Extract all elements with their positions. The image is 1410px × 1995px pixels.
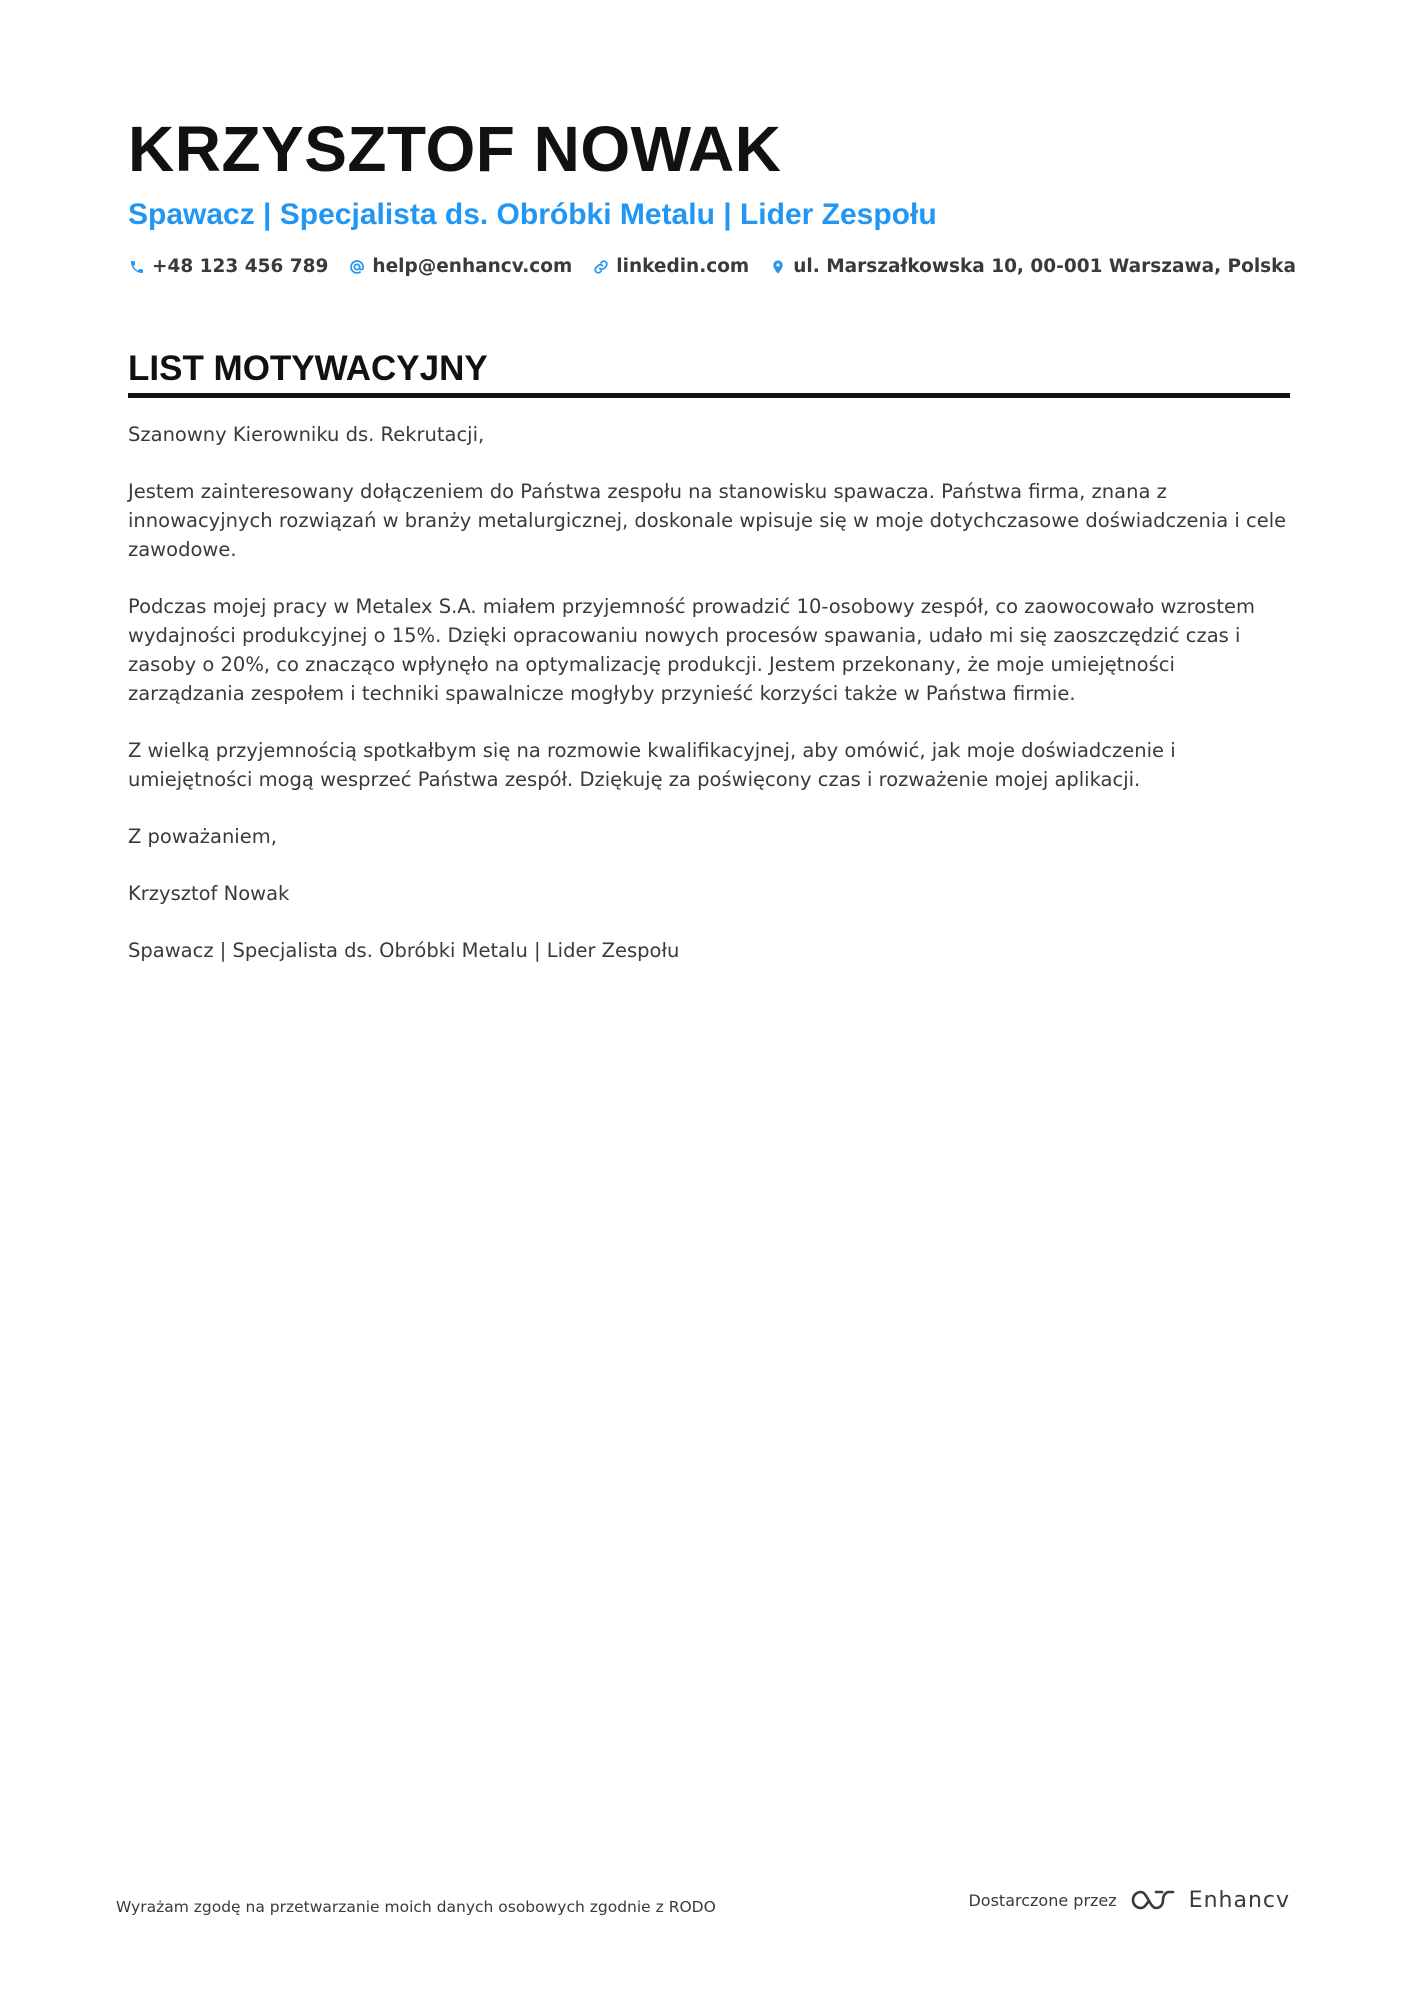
signature-name: Krzysztof Nowak [128, 882, 290, 905]
contact-email[interactable] [348, 256, 572, 277]
letter-paragraph: Z wielką przyjemnością spotkałbym się na rozmowie kwalifikacyjnej, aby omówić, jak moje doświadczenie i umiejętności mogą wesprzeć Państwa zespół. Dziękuję za poświęcony czas i rozważenie mojej aplikacji. [128, 739, 1176, 791]
letter-greeting: Szanowny Kierowniku ds. Rekrutacji, [128, 423, 485, 446]
contact-email-value: help@enhancv.com [372, 256, 573, 277]
contact-bar [128, 256, 1296, 277]
phone-icon [128, 258, 146, 276]
powered-by-label: Dostarczone przez [968, 1890, 1117, 1910]
at-icon [348, 258, 366, 276]
powered-by[interactable] [968, 1886, 1290, 1914]
section-title: LIST MOTYWACYJNY [128, 349, 1290, 398]
enhancv-logo-icon [1129, 1886, 1177, 1914]
applicant-headline: Spawacz | Specjalista ds. Obróbki Metalu | Lider Zespołu [128, 198, 937, 231]
letter-paragraph: Jestem zainteresowany dołączeniem do Państwa zespołu na stanowisku spawacza. Państwa firma, znana z innowacyjnych rozwiązań w branży metalurgicznej, doskonale wpisuje się w moje dotychczasowe doświadczenia i cele zawodowe. [128, 480, 1287, 561]
footer [0, 1886, 1410, 1926]
letter-body [128, 420, 1290, 965]
contact-phone[interactable] [128, 256, 328, 277]
contact-phone-value: +48 123 456 789 [152, 256, 329, 277]
applicant-name: KRZYSZTOF NOWAK [128, 113, 782, 185]
cover-letter-page [128, 112, 1296, 993]
link-icon [592, 258, 610, 276]
contact-linkedin[interactable] [592, 256, 749, 277]
contact-address [769, 256, 1296, 277]
signature-title: Spawacz | Specjalista ds. Obróbki Metalu | Lider Zespołu [128, 939, 680, 962]
letter-closing: Z poważaniem, [128, 825, 277, 848]
contact-address-value: ul. Marszałkowska 10, 00-001 Warszawa, Polska [793, 256, 1296, 277]
location-pin-icon [769, 258, 787, 276]
enhancv-brand: Enhancv [1188, 1887, 1290, 1913]
gdpr-consent: Wyrażam zgodę na przetwarzanie moich danych osobowych zgodnie z RODO [116, 1898, 716, 1916]
letter-paragraph: Podczas mojej pracy w Metalex S.A. miałem przyjemność prowadzić 10-osobowy zespół, co zaowocowało wzrostem wydajności produkcyjnej o 15%. Dzięki opracowaniu nowych procesów spawania, udało mi się zaoszczędzić czas i zasoby o 20%, co znacząco wpłynęło na optymalizację produkcji. Jestem przekonany, że moje umiejętności zarządzania zespołem i techniki spawalnicze mogłyby przynieść korzyści także w Państwa firmie. [128, 595, 1255, 705]
contact-linkedin-value: linkedin.com [616, 256, 750, 277]
